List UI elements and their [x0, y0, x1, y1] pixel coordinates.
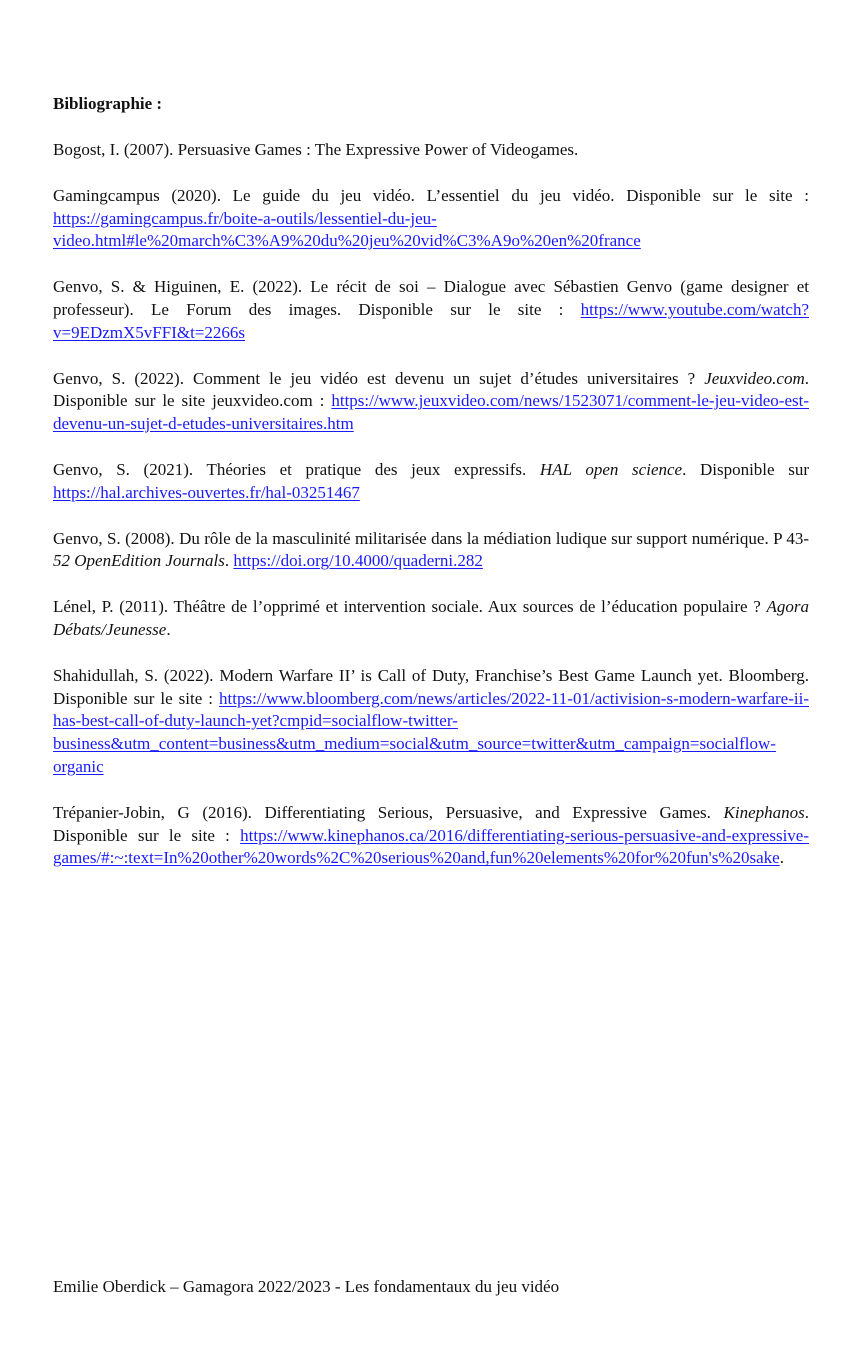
entry-source-italic: 52 OpenEdition Journals	[53, 551, 225, 571]
entry-source-italic: Kinephanos	[723, 802, 805, 822]
bibliography-entry-genvo-higuinen	[53, 276, 809, 344]
bibliography-heading: Bibliographie :	[53, 94, 163, 113]
bibliography-entry-bogost	[53, 139, 809, 162]
entry-text: Lénel, P. (2011). Théâtre de l’opprimé et intervention sociale. Aux sources de l’éducation populaire ?	[53, 597, 767, 617]
bibliography-entry-trepanier-jobin	[53, 802, 809, 870]
entry-source-italic: HAL open science	[539, 459, 683, 479]
entry-text: Genvo, S. & Higuinen, E. (2022). Le récit de soi – Dialogue avec Sébastien Genvo (game designer et professeur). Le Forum des images. Disponible sur le site :	[53, 277, 809, 319]
entry-source-italic: Agora Débats/Jeunesse	[53, 597, 809, 639]
entry-trailing-period: .	[779, 848, 784, 868]
bibliography-entry-shahidullah	[53, 665, 809, 779]
entry-text: Genvo, S. (2008). Du rôle de la masculinité militarisée dans la médiation ludique sur support numérique. P 43-	[53, 528, 809, 548]
entry-text-continued: .	[166, 619, 171, 639]
entry-text: Trépanier-Jobin, G (2016). Differentiating Serious, Persuasive, and Expressive Games.	[53, 802, 724, 822]
bibliography-section	[53, 93, 809, 893]
entry-link[interactable]: https://doi.org/10.4000/quaderni.282	[233, 551, 483, 571]
bibliography-entry-genvo-2022	[53, 368, 809, 436]
entry-source-italic: Jeuxvideo.com	[704, 368, 805, 388]
entry-link[interactable]: https://gamingcampus.fr/boite-a-outils/lessentiel-du-jeu-video.html#le%20march%C3%A9%20du%20jeu%20vid%C3%A9o%20en%20france	[53, 208, 641, 251]
entry-link[interactable]: https://www.kinephanos.ca/2016/differentiating-serious-persuasive-and-expressive-games/#:~:text=In%20other%20words%2C%20serious%20and,fun%20elements%20for%20fun's%20sake	[53, 825, 809, 868]
entry-text-continued: .	[224, 551, 234, 571]
entry-link[interactable]: https://www.jeuxvideo.com/news/1523071/comment-le-jeu-video-est-devenu-un-sujet-d-etudes-universitaires.htm	[53, 391, 809, 434]
entry-text-continued: . Disponible sur le site jeuxvideo.com :	[53, 368, 809, 411]
bibliography-entry-genvo-2021	[53, 459, 809, 505]
bibliography-entry-genvo-2008	[53, 528, 809, 574]
entry-link[interactable]: https://www.bloomberg.com/news/articles/2022-11-01/activision-s-modern-warfare-ii-has-best-call-of-duty-launch-yet?cmpid=socialflow-twitter-business&utm_content=business&utm_medium=social&utm_source=twitter&utm_campaign=socialflow-organic	[53, 688, 809, 776]
bibliography-entry-lenel	[53, 596, 809, 642]
entry-link[interactable]: https://hal.archives-ouvertes.fr/hal-03251467	[53, 482, 360, 502]
entry-text-continued: . Disponible sur	[682, 459, 809, 479]
entry-link[interactable]: https://www.youtube.com/watch?v=9EDzmX5vFFI&t=2266s	[53, 299, 809, 342]
entry-text: Shahidullah, S. (2022). Modern Warfare II’ is Call of Duty, Franchise’s Best Game Launch yet. Bloomberg. Disponible sur le site :	[53, 665, 809, 708]
entry-text: Bogost, I. (2007). Persuasive Games : The Expressive Power of Videogames.	[53, 140, 579, 159]
entry-text-continued: . Disponible sur le site :	[53, 802, 809, 845]
entry-text: Gamingcampus (2020). Le guide du jeu vidéo. L’essentiel du jeu vidéo. Disponible sur le site :	[53, 185, 809, 205]
entry-text: Genvo, S. (2022). Comment le jeu vidéo est devenu un sujet d’études universitaires ?	[53, 368, 705, 388]
page-footer: Emilie Oberdick – Gamagora 2022/2023 - Les fondamentaux du jeu vidéo	[53, 1277, 560, 1296]
bibliography-entry-gamingcampus	[53, 185, 809, 253]
entry-text: Genvo, S. (2021). Théories et pratique des jeux expressifs.	[53, 459, 540, 479]
